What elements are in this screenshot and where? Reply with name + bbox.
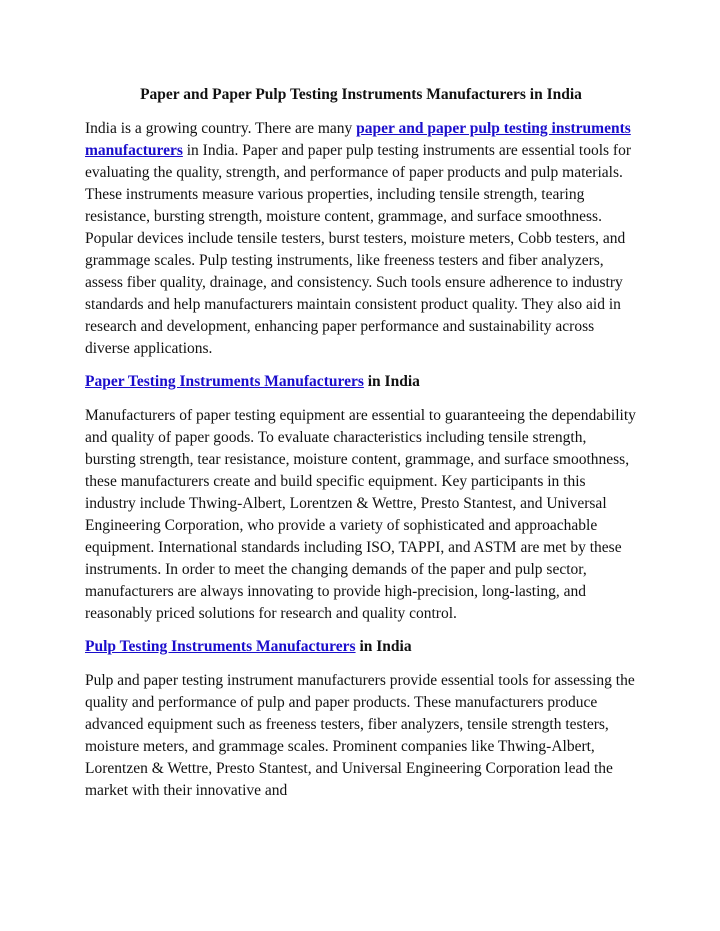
pulp-testing-paragraph: Pulp and paper testing instrument manufacturers provide essential tools for assessing the quality and performance of pulp and paper products. These manufacturers produce advanced equipment such as freeness testers, fiber analyzers, tensile strength testers, moisture meters, and grammage scales. Prominent companies like Thwing-Albert, Lorentzen & Wettre, Presto Stantest, and Universal Engineering Corporation lead the market with their innovative and xyxy=(85,672,635,799)
section-heading-paper-testing xyxy=(85,371,637,393)
section-heading-suffix: in India xyxy=(363,373,420,390)
intro-text-after: in India. Paper and paper pulp testing instruments are essential tools for evaluating the quality, strength, and performance of paper products and pulp materials. These instruments measure various properties, including tensile strength, tearing resistance, bursting strength, moisture content, grammage, and surface smoothness. Popular devices include tensile testers, burst testers, moisture meters, Cobb testers, and grammage scales. Pulp testing instruments, like freeness testers and fiber analyzers, assess fiber quality, drainage, and consistency. Such tools ensure adherence to industry standards and help manufacturers maintain consistent product quality. They also aid in research and development, enhancing paper performance and sustainability across diverse applications. xyxy=(85,142,631,357)
document-page xyxy=(85,84,637,813)
paper-testing-link[interactable]: Paper Testing Instruments Manufacturers xyxy=(85,373,364,390)
paper-testing-paragraph: Manufacturers of paper testing equipment are essential to guaranteeing the dependability and quality of paper goods. To evaluate characteristics including tensile strength, bursting strength, tear resistance, moisture content, grammage, and surface smoothness, these manufacturers create and build specific equipment. Key participants in this industry include Thwing-Albert, Lorentzen & Wettre, Presto Stantest, and Universal Engineering Corporation, who provide a variety of sophisticated and approachable equipment. International standards including ISO, TAPPI, and ASTM are met by these instruments. In order to meet the changing demands of the paper and pulp sector, manufacturers are always innovating to provide high-precision, long-lasting, and reasonably priced solutions for research and quality control. xyxy=(85,407,636,622)
intro-link[interactable]: paper and paper pulp testing instruments manufacturers xyxy=(85,120,631,159)
intro-text-before: India is a growing country. There are many xyxy=(85,120,357,137)
pulp-testing-link[interactable]: Pulp Testing Instruments Manufacturers xyxy=(85,638,356,655)
section-heading-pulp-testing xyxy=(85,636,637,658)
section-heading-suffix: in India xyxy=(355,638,412,655)
intro-paragraph xyxy=(85,118,637,360)
page-title: Paper and Paper Pulp Testing Instruments Manufacturers in India xyxy=(140,86,582,103)
